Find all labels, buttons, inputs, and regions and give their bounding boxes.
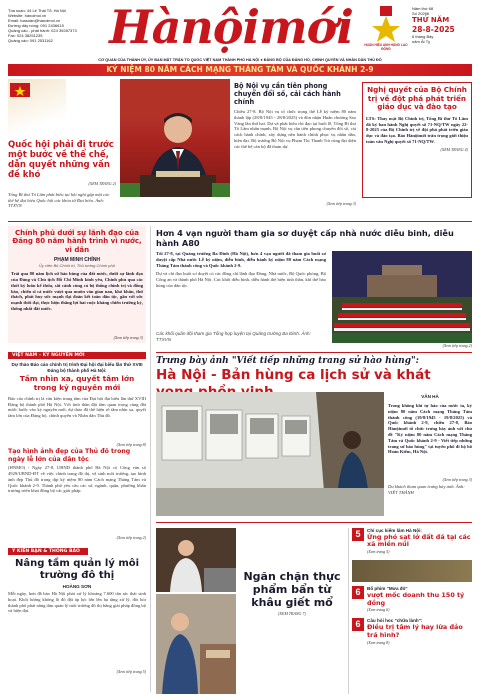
lunar-date: 6 tháng Bảy (412, 34, 434, 39)
teaser-kicker: Câu hỏi hoc "chữa lành": (367, 618, 423, 624)
newspaper-title: Hànộimới (109, 0, 353, 54)
banner-text: KỶ NIỆM 80 NĂM CÁCH MẠNG THÁNG TÁM VÀ QUỐC KHÁNH 2-9 (106, 65, 374, 74)
center-1-content (156, 251, 472, 343)
tagline (8, 58, 472, 63)
center-1-caption: Các khối quân đội tham gia Tổng hợp luyện tại Quảng trường Ba Đình. Ảnh: TTXVN (156, 331, 311, 342)
teaser-list (352, 528, 472, 645)
parade-photo (332, 251, 472, 343)
center-1-headline[interactable]: Hơn 4 vạn người tham gia sơ duyệt cấp nhà nước diễu binh, diễu hành A80 (156, 228, 454, 248)
leader-speech-photo (120, 79, 230, 197)
center-1-page-ref[interactable]: (Xem tiếp trang 2) (442, 343, 472, 348)
tagline-part-2: ĐẢNG BỘ CỦA ĐẢNG HỒ, CHÍNH QUYỀN VÀ NHÂN DÂN THỦ ĐÔ (263, 58, 382, 62)
left-3-page-ref[interactable]: (Xem tiếp trang 2) (116, 535, 146, 541)
flag-decoration-image (8, 79, 66, 143)
food-inspection-photo (156, 594, 236, 694)
left-1-body: Trải qua 80 năm lịch sử hào hùng của đất nước, dưới sự lãnh đạo của Đảng và Chủ tịch Hồ Chí Minh kính yêu, Chính phủ qua các thời kỳ luôn kế thừa, sắt cánh cùng cả hệ thống chính trị và đồng bào, chiến sĩ cả nước vượt qua muôn vàn gian nan, khó khăn, thử thách, phát huy sức mạnh đại đoàn kết toàn dân tộc, gắn với sức mạnh thời đại, thực hiện thắng lợi hai cuộc kháng chiến trường kỳ, thống nhất đất nước. (11, 271, 143, 311)
labor-hero-emblem-icon (372, 6, 400, 42)
contact-line: Email: toasoan@hanoimoi.vn (8, 18, 61, 23)
contact-line: Tòa soạn: 44 Lê Thái Tổ, Hà Nội (8, 8, 66, 13)
teaser-ref: (Xem trang 8) (367, 639, 390, 645)
top-mid-story (234, 82, 356, 206)
divider (156, 522, 472, 523)
teaser-item[interactable] (352, 528, 472, 554)
center-2-byline: VÂN HÀ (421, 394, 439, 399)
tagline-part-1: CƠ QUAN CỦA THÀNH ỦY, ỦY BAN MẶT TRẬN TỔ QUỐC VIỆT NAM THÀNH PHỐ HÀ NỘI (98, 58, 260, 62)
top-mid-page-ref[interactable]: (Xem tiếp trang 3) (326, 201, 356, 206)
top-left-page-ref[interactable]: (XEM TRANG 2) (88, 181, 116, 186)
left-1-page-ref[interactable]: (Xem tiếp trang 3) (113, 335, 143, 341)
teaser-text (367, 528, 472, 554)
left-4-page-ref[interactable]: (Xem tiếp trang 5) (116, 669, 146, 674)
top-right-page-ref[interactable]: (XEM TRANG 4) (440, 146, 468, 152)
left-1-byline-title: Ủy viên Bộ Chính trị, Thủ tướng Chính phủ (39, 263, 115, 269)
top-right-headline[interactable]: Nghị quyết của Bộ Chính trị về đột phá phát triển giáo dục và đào tạo (367, 85, 467, 112)
center-1-body: Dự và chỉ đạo buổi sơ duyệt có các đồng chí lãnh đạo Đảng, Nhà nước, Bộ Quốc phòng, Bộ Công an và thành phố Hà Nội. Các khối diễu binh, diễu hành thể hiện tinh thần, khí thế hào hùng của dân tộc. (156, 271, 326, 288)
top-mid-headline[interactable]: Bộ Nội vụ cần tiên phong chuyển đổi số, cải cách hành chính (234, 82, 341, 106)
cooking-photo-left (156, 528, 236, 592)
top-left-caption: Tổng Bí thư Tô Lâm phát biểu tại hội nghị gặp mặt các thế hệ đại biểu Quốc hội các khóa từ Đại biểu. Ảnh: TTXVN (8, 192, 110, 209)
teaser-page-number: 5 (352, 528, 364, 541)
teaser-text (367, 618, 472, 644)
left-1-byline: PHẠM MINH CHÍNH (53, 257, 101, 264)
center-2-headline[interactable]: Hà Nội - Bản hùng ca lịch sử và khát (156, 367, 431, 383)
teaser-title: vượt mốc doanh thu 150 tỷ đồng (367, 590, 465, 607)
contact-line: Fax: 024 38251235 (8, 33, 43, 38)
left-story-2 (8, 362, 146, 447)
teaser-kicker: Chỉ cục kiểm lâm Hà Nội: (367, 528, 422, 533)
bottom-mid-story (240, 570, 344, 616)
anniversary-banner (8, 64, 472, 76)
left-2-body: Báo cáo chính trị là văn kiện trung tâm của Đại hội đại biểu lần thứ XVIII Đảng bộ thành phố Hà Nội. Với tinh thần đặt tầm quan trọng cùng đất nước bước vào kỷ nguyên mới, dự thảo đã thể hiện rõ tầm nhìn xa, quyết tâm lớn của Đảng bộ, chính quyền và Nhân dân Thủ đô. (8, 395, 146, 419)
column-divider (150, 226, 151, 692)
bottom-mid-headline[interactable]: Ngăn chặn thực phẩm bẩn từ khâu giết mổ (243, 570, 341, 609)
left-3-headline[interactable]: Tạo hình ảnh đẹp của Thủ đô trong ngày lễ lớn của dân tộc (8, 448, 131, 463)
teaser-ref: (Xem trang 6) (367, 607, 390, 613)
center-1-text (156, 251, 326, 343)
center-2-text (388, 394, 472, 482)
teaser-kicker: Bổ phim "Mưa đỏ" (367, 586, 408, 592)
section-tag-new-era: VIỆT NAM – KỶ NGUYÊN MỚI (8, 352, 146, 359)
left-2-kicker: Dự thảo Báo cáo chính trị trình Đại hội đại biểu lần thứ XVIII Đảng bộ thành phố Hà Nội: (11, 362, 143, 373)
contact-line: Quảng cáo - phát hành: 024 39287373 (8, 28, 77, 33)
divider (8, 221, 472, 222)
contact-line: Quảng cáo: 091 2531162 (8, 38, 53, 43)
left-story-3 (8, 448, 146, 540)
teaser-title: Điều trị tâm lý hay lừa đảo trá hình? (367, 622, 463, 639)
emblem-caption: HUÂN HIỆU ANH HÙNG LAO ĐỘNG (364, 43, 408, 51)
teaser-item[interactable] (352, 586, 472, 612)
left-4-body: Mỗi ngày, hơn đã bảo Hà Nội phải xử lý khoảng 7.600 tấn rác thải sinh hoạt. Khối lượng không lồ đó đặt áp lực lớn lên hạ tầng xử lý, đòi hỏi thành phố phải nâng tầm quản lý môi trường đô thị bằng giải pháp đồng bộ và hiện đại. (8, 591, 146, 614)
center-story-1 (156, 228, 472, 348)
bottom-mid-page-ref[interactable]: (XEM TRANG 7) (278, 611, 306, 616)
issue-date-block (412, 6, 472, 44)
center-2-body: Trong không khí tự hào của nước ta, kỷ niệm 80 năm Cách mạng Tháng Tám thành công (19/8/1945 - 19/8/2025) và Quốc khánh 2-9, chiều 27-8, Báo Hànộimới tổ chức trưng bày ảnh với chủ đề "Kỷ niệm 80 năm Cách mạng Tháng Tám và Quốc khánh 2-9 - Viết tiếp những trang sử hào hùng" tại tuyến phố đi bộ hồ Hoàn Kiếm, Hà Nội. (388, 403, 472, 455)
issue-label: Số 20296 (412, 11, 430, 16)
column-divider (348, 528, 349, 694)
masthead (8, 0, 472, 54)
photo-exhibition-image (156, 392, 384, 516)
left-story-1 (8, 226, 146, 343)
left-4-headline[interactable]: Nâng tầm quản lý môi trường đô thị (14, 558, 140, 581)
center-2-caption: Du khách tham quan trưng bày ảnh. Ảnh: VIẾT THÀNH (388, 484, 465, 495)
left-4-byline: HOÀNG SƠN (62, 584, 92, 589)
teaser-ref: (Xem trang 5) (367, 549, 390, 555)
teaser-title: Ứng phó sạt lở đất đá tại các xã miền núi (367, 532, 471, 549)
teaser-item[interactable] (352, 618, 472, 644)
year-label: Năm thứ 68 (412, 6, 434, 11)
teaser-page-number: 6 (352, 618, 364, 631)
weekday: THỨ NĂM (412, 16, 450, 24)
teaser-text (367, 586, 472, 612)
left-1-headline[interactable]: Chính phủ dưới sự lãnh đạo của Đảng 80 năm hành trình vì nước, vì dân (12, 229, 142, 254)
top-mid-body: Chiều 27-8, Bộ Nội vụ tổ chức trọng thể Lễ kỷ niệm 80 năm thành lập (28/8/1945 - 28/8/2025) và đón nhận Huân chương Sao Vàng lần thứ hai. Dự và phát biểu chỉ đạo tại buổi lễ, Tổng Bí thư Tô Lâm nhấn mạnh, Bộ Nội vụ cần tiên phong chuyển đổi số, cải cách hành chính, xây dựng nền hành chính phục vụ nhân dân, hiện đại. Bộ trưởng Bộ Nội vụ Phạm Thị Thanh Trà cùng đại diện các thế hệ cán bộ đã tham dự. (234, 109, 356, 149)
left-2-headline[interactable]: Tầm nhìn xa, quyết tâm lớn trong kỷ nguyên mới (19, 374, 135, 392)
top-right-story (362, 82, 472, 198)
center-2-page-ref[interactable]: (Xem tiếp trang 3) (442, 477, 472, 482)
contact-line: Website: hanoimoi.vn (8, 13, 47, 18)
center-2-kicker: Trưng bày ảnh "Viết tiếp những trang sử hào hùng": (156, 356, 420, 366)
divider (156, 352, 472, 353)
left-2-page-ref[interactable]: (Xem tiếp trang 8) (116, 441, 146, 447)
top-left-story (8, 140, 116, 186)
top-right-body: LTS: Thay mặt Bộ Chính trị, Tổng Bí thư Tô Lâm đã ký ban hành Nghị quyết số 71-NQ/TW ngày 22-8-2025 của Bộ Chính trị về đột phá phát triển giáo dục và đào tạo. Báo Hànộimới trân trọng giới thiệu toàn văn Nghị quyết số 71-NQ/TW. (366, 115, 468, 144)
masthead-contact-info (8, 8, 88, 43)
left-3-body: (HNMO) - Ngày 27-8, UBND thành phố Hà Nội có Công văn số 4929/UBND-ĐT về việc chỉnh trang đô thị, vệ sinh môi trường, tạo hình ảnh đẹp Thủ đô trong dịp kỷ niệm 80 năm Cách mạng Tháng Tám và Quốc khánh 2-9. Thành phố yêu cầu các sở, ngành, quận, phường khẩn trương triển khai đồng bộ các giải pháp. (8, 465, 146, 494)
issue-date: 28-8-2025 (412, 25, 455, 34)
left-story-4 (8, 558, 146, 674)
teaser-page-number: 6 (352, 586, 364, 599)
center-1-lead: Tối 27-8, tại Quảng trường Ba Đình (Hà Nội), hơn 4 vạn người đã tham gia buổi sơ duyệt cấp Nhà nước Lễ kỷ niệm, diễu binh, diễu hành kỷ niệm 80 năm Cách mạng Tháng Tám thành công và Quốc khánh 2-9. (156, 251, 326, 268)
tagline-separator: ● (260, 58, 264, 62)
contact-line: Đường dây nóng: 091 2436615 (8, 23, 64, 28)
section-tag-opinion: Ý KIẾN BẠN & THÔNG BÁO (8, 548, 88, 555)
mudslide-photo (352, 560, 472, 582)
top-left-headline[interactable]: Quốc hội phải đi trước một bước về thể chế, dẫn quyết những vấn đề khó (8, 140, 114, 180)
lunar-year: năm Ất Tỵ (412, 39, 431, 44)
